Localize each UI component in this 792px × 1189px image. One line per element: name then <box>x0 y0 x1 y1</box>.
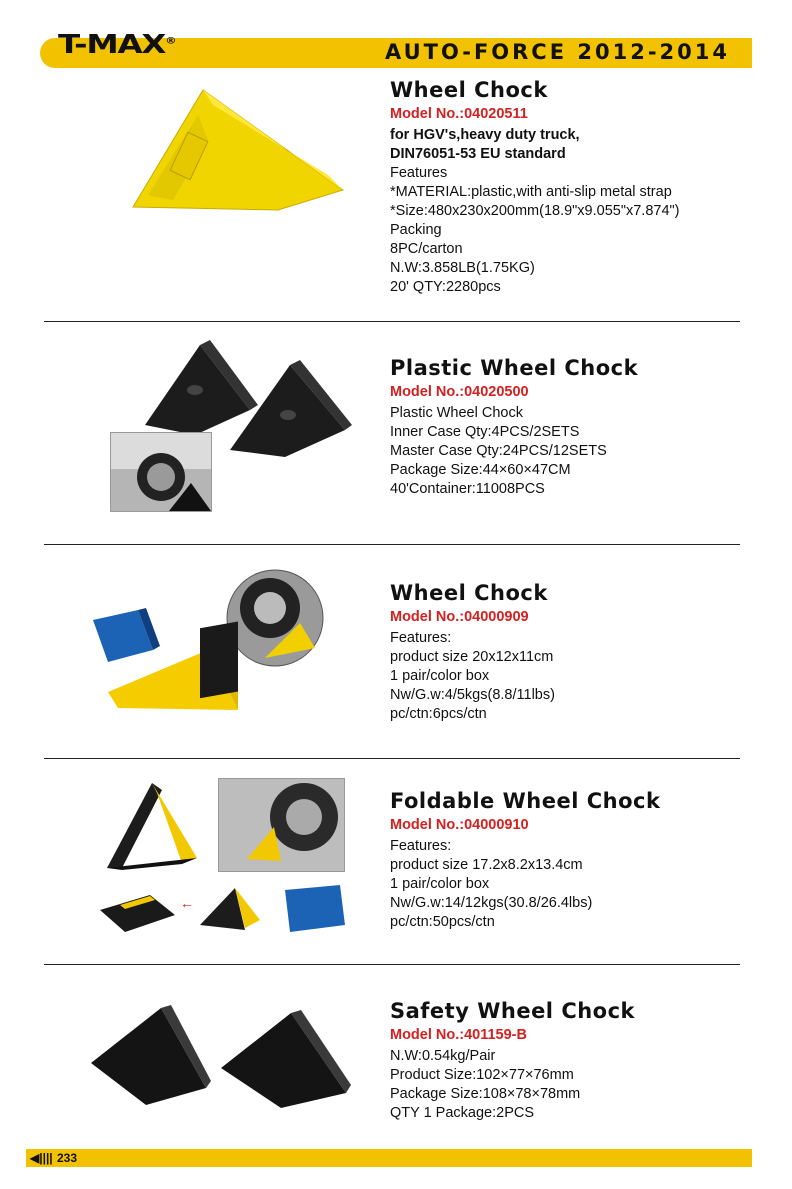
yellow-wheel-chock-image <box>128 85 348 215</box>
spec-line: 40'Container:11008PCS <box>390 481 545 497</box>
brand-logo: T-MAX® <box>58 30 176 60</box>
car-wheel-photo <box>110 432 212 512</box>
section-divider <box>44 544 740 545</box>
product-entry-1 <box>390 78 760 297</box>
spec-line: 20' QTY:2280pcs <box>390 279 501 295</box>
spec-line: Nw/G.w:4/5kgs(8.8/11lbs) <box>390 687 555 703</box>
spec-line: Features: <box>390 838 452 854</box>
product-title: Foldable Wheel Chock <box>390 789 661 813</box>
section-divider <box>44 964 740 965</box>
page-number: 233 <box>57 1151 78 1165</box>
model-number: Model No.:04020500 <box>390 384 529 400</box>
model-number: Model No.:04020511 <box>390 106 528 122</box>
model-number: Model No.:04000909 <box>390 609 529 625</box>
footer-bar <box>26 1149 752 1167</box>
spec-line: QTY 1 Package:2PCS <box>390 1105 535 1121</box>
spec-line: N.W:0.54kg/Pair <box>390 1048 496 1064</box>
spec-line: pc/ctn:6pcs/ctn <box>390 706 487 722</box>
spec-line: DIN76051-53 EU standard <box>390 146 566 162</box>
spec-line: product size 20x12x11cm <box>390 649 554 665</box>
product-entry-5 <box>390 999 760 1123</box>
product-entry-3 <box>390 581 760 724</box>
spec-line: Features <box>390 165 448 181</box>
model-number: Model No.:04000910 <box>390 817 529 833</box>
spec-line: 1 pair/color box <box>390 876 490 892</box>
safety-wheel-chock-image <box>86 993 356 1113</box>
product-title: Wheel Chock <box>390 581 548 605</box>
spec-line: Package Size:44×60×47CM <box>390 462 571 478</box>
product-title: Plastic Wheel Chock <box>390 356 639 380</box>
folding-steps-image <box>95 880 365 940</box>
product-entry-4 <box>390 789 760 932</box>
spec-line: Plastic Wheel Chock <box>390 405 523 421</box>
foldable-chock-image <box>102 778 202 873</box>
spec-line: 1 pair/color box <box>390 668 490 684</box>
spec-line: pc/ctn:50pcs/ctn <box>390 914 495 930</box>
spec-line: Product Size:102×77×76mm <box>390 1067 574 1083</box>
svg-text:←: ← <box>180 895 194 911</box>
section-divider <box>44 321 740 322</box>
model-number: Model No.:401159-B <box>390 1027 527 1043</box>
spec-line: Master Case Qty:24PCS/12SETS <box>390 443 607 459</box>
spec-line: *Size:480x230x200mm(18.9"x9.055"x7.874") <box>390 203 680 219</box>
spec-line: Inner Case Qty:4PCS/2SETS <box>390 424 580 440</box>
spec-line: for HGV's,heavy duty truck, <box>390 127 580 143</box>
spec-line: Package Size:108×78×78mm <box>390 1086 581 1102</box>
product-title: Wheel Chock <box>390 78 548 102</box>
product-title: Safety Wheel Chock <box>390 999 636 1023</box>
product-entry-2 <box>390 356 760 499</box>
spec-line: *MATERIAL:plastic,with anti-slip metal strap <box>390 184 672 200</box>
spec-line: Nw/G.w:14/12kgs(30.8/26.4lbs) <box>390 895 593 911</box>
foldable-chock-in-use-photo <box>218 778 345 872</box>
section-divider <box>44 758 740 759</box>
spec-line: product size 17.2x8.2x13.4cm <box>390 857 583 873</box>
boxed-yellow-chock-image <box>88 600 248 730</box>
spec-line: 8PC/carton <box>390 241 463 257</box>
page-marker-icon: ◀|||| <box>30 1151 53 1165</box>
spec-line: N.W:3.858LB(1.75KG) <box>390 260 535 276</box>
spec-line: Packing <box>390 222 442 238</box>
spec-line: Features: <box>390 630 452 646</box>
catalog-title: AUTO-FORCE 2012-2014 <box>385 40 730 64</box>
